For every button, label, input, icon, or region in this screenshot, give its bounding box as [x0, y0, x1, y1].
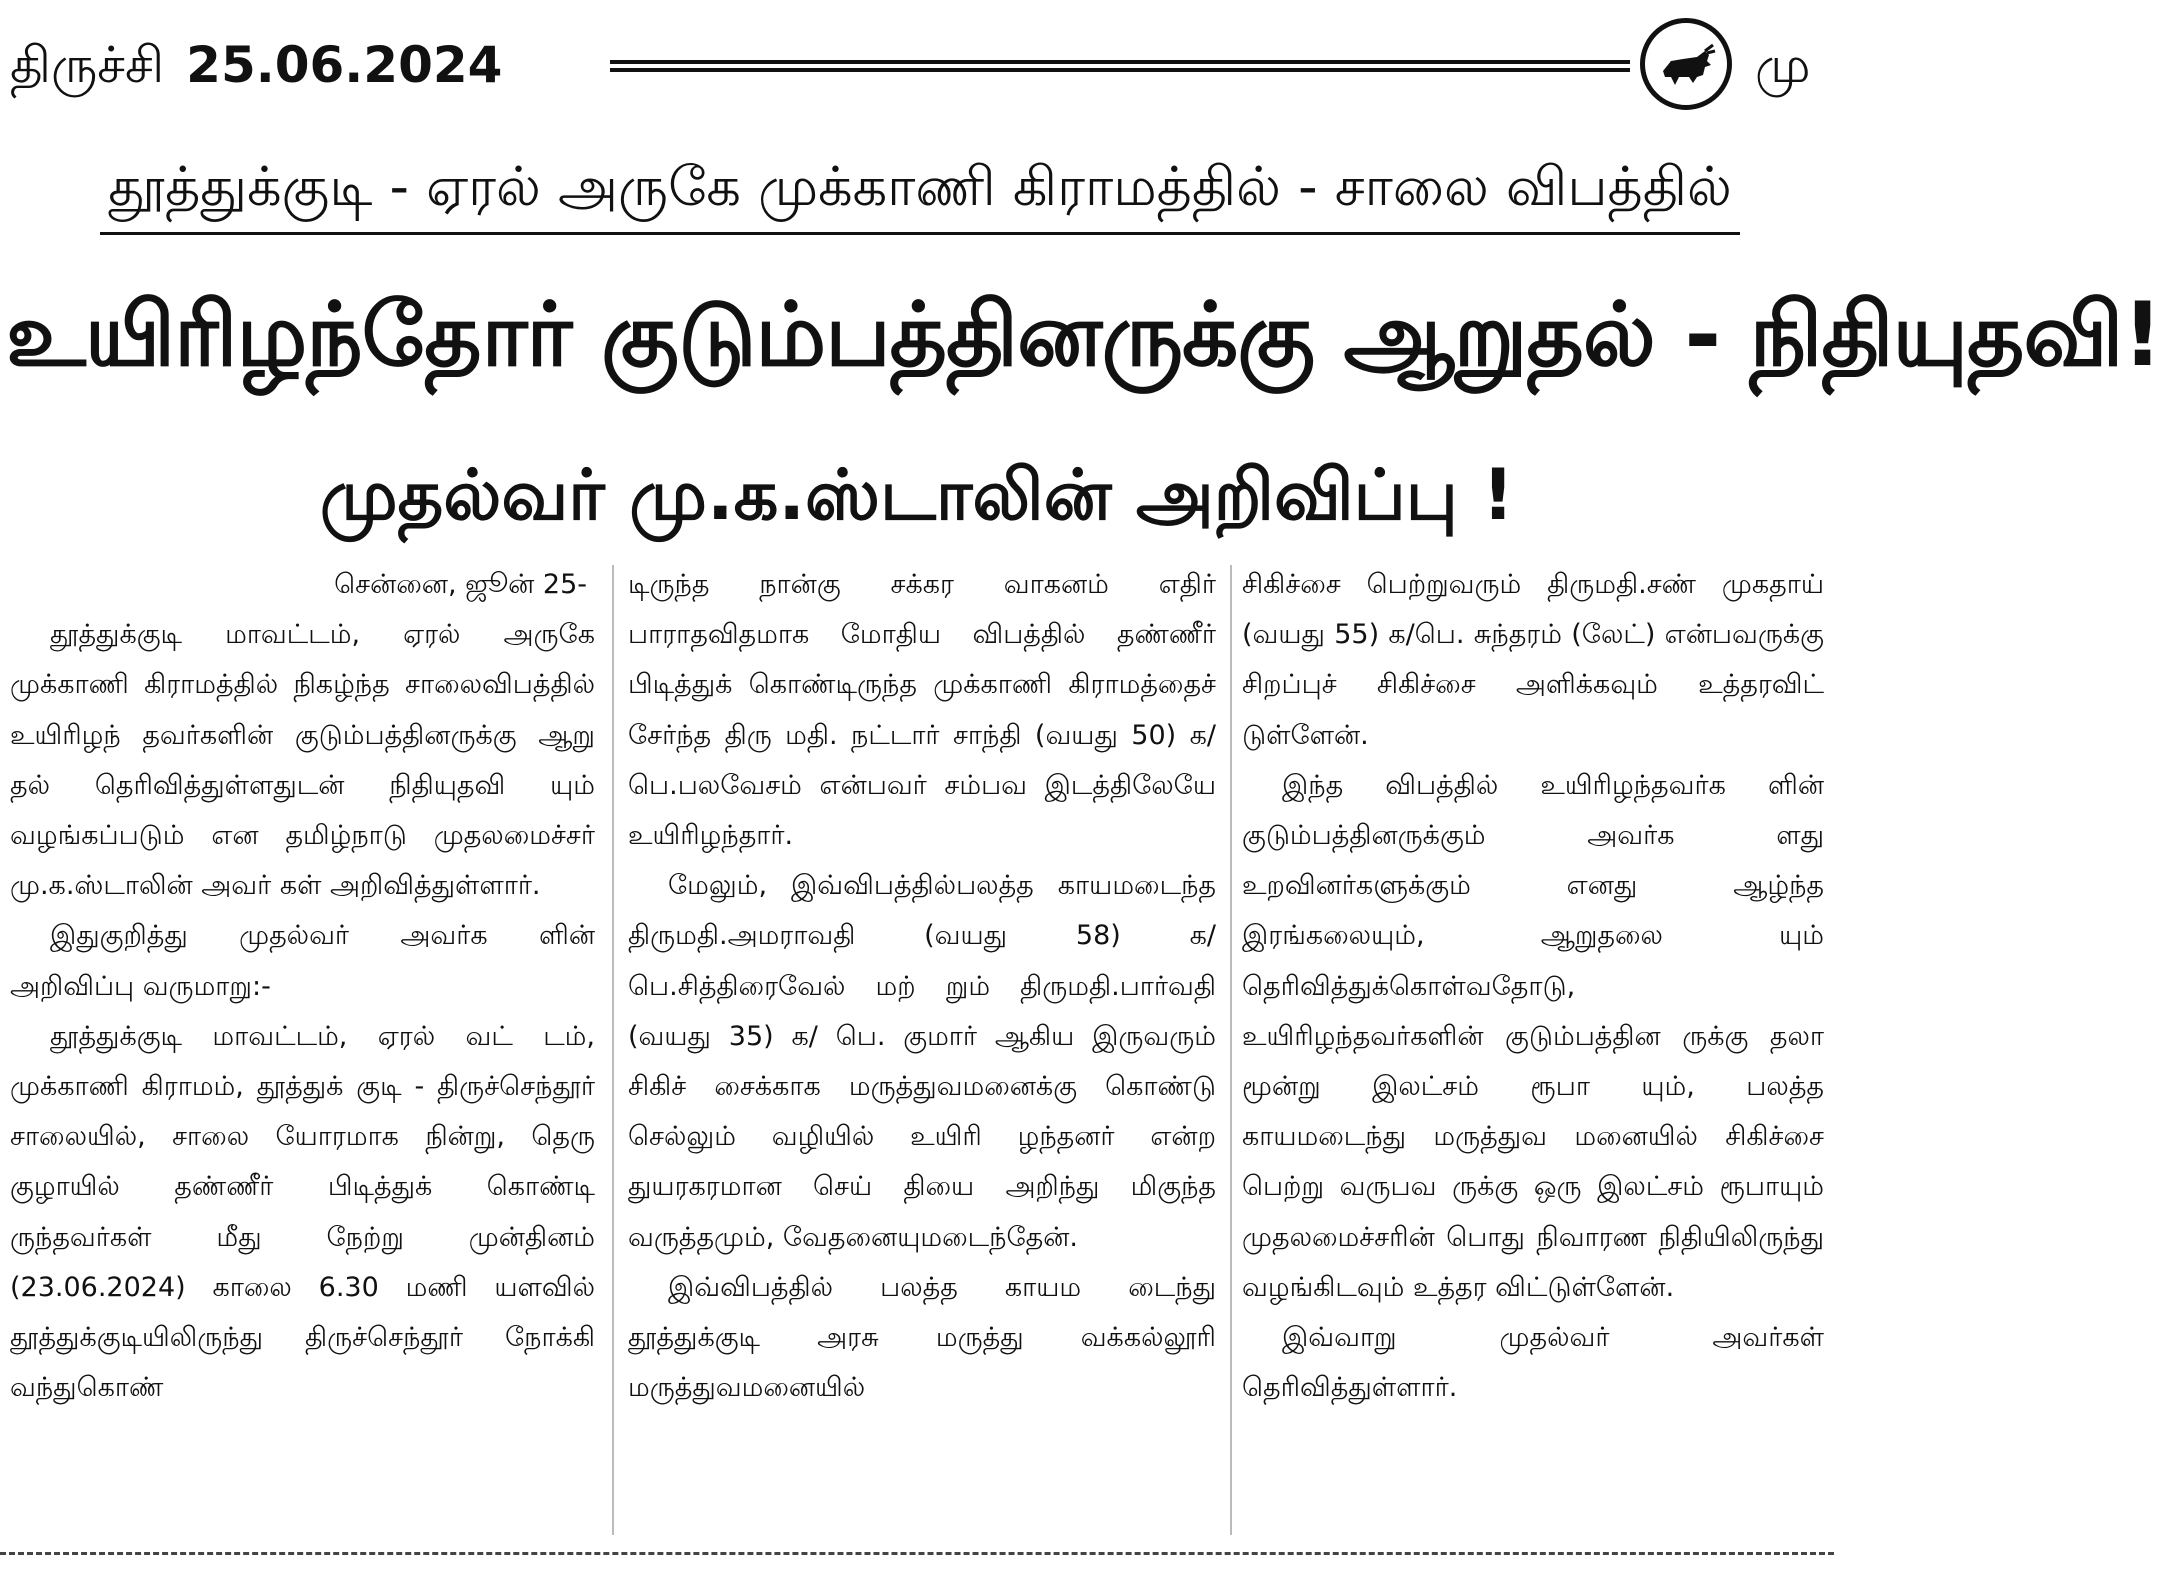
bull-logo-icon [1640, 18, 1732, 110]
kicker-underline [100, 232, 1740, 235]
column2-paragraph: மேலும், இவ்விபத்தில்பலத்த காயமடைந்த திருமதி.அமராவதி (வயது 58) க/பெ.சித்திரைவேல் மற் றும் திருமதி.பார்வதி (வயது 35) க/ பெ. குமார் ஆகிய இருவரும் சிகிச் சைக்காக மருத்துவமனைக்கு கொண்டு செல்லும் வழியில் உயிரி ழந்தனர் என்ற துயரகரமான செய் தியை அறிந்து மிகுந்த வருத்தமும், வேதனையுமடைந்தேன். [628, 870, 1216, 1253]
column3-paragraph: இவ்வாறு முதல்வர் அவர்கள் தெரிவித்துள்ளார். [1242, 1322, 1824, 1404]
article-headline: உயிரிழந்தோர் குடும்பத்தினருக்கு ஆறுதல் - நிதியுதவி! [6, 283, 2162, 386]
bull-logo-graphic [1653, 31, 1719, 97]
article-column-2 [628, 560, 1216, 1535]
column3-paragraph: இந்த விபத்தில் உயிரிழந்தவர்க ளின் குடும்பத்தினருக்கும் அவர்க ளது உறவினர்களுக்கும் எனது ஆழ்ந்த இரங்கலையும், ஆறுதலை யும் தெரிவித்துக்கொள்வதோடு, உயிரிழந்தவர்களின் குடும்பத்தின ருக்கு தலா மூன்று இலட்சம் ரூபா யும், பலத்த காயமடைந்து மருத்துவ மனையில் சிகிச்சை பெற்று வருபவ ருக்கு ஒரு இலட்சம் ரூபாயும் முதலமைச்சரின் பொது நிவாரண நிதியிலிருந்து வழங்கிடவும் உத்தர விட்டுள்ளேன். [1242, 769, 1824, 1303]
column-separator [1230, 565, 1232, 1535]
paper-name: மு [1755, 36, 1811, 94]
masthead-date: 25.06.2024 [186, 36, 503, 94]
masthead-double-rule [610, 60, 1630, 72]
article-subhead: முதல்வர் மு.க.ஸ்டாலின் அறிவிப்பு ! [319, 454, 1515, 536]
bottom-dashed-rule [0, 1552, 1834, 1555]
article-dateline: சென்னை, ஜூன் 25- [334, 569, 587, 600]
article-column-1 [10, 560, 595, 1535]
column3-paragraph: சிகிச்சை பெற்றுவரும் திருமதி.சண் முகதாய் (வயது 55) க/பெ. சுந்தரம் (லேட்) என்பவருக்கு சிறப்புச் சிகிச்சை அளிக்கவும் உத்தரவிட் டுள்ளேன். [1242, 569, 1824, 751]
column2-paragraph: டிருந்த நான்கு சக்கர வாகனம் எதிர் பாராதவிதமாக மோதிய விபத்தில் தண்ணீர் பிடித்துக் கொண்டிருந்த முக்காணி கிராமத்தைச் சேர்ந்த திரு மதி. நட்டார் சாந்தி (வயது 50) க/பெ.பலவேசம் என்பவர் சம்பவ இடத்திலேயே உயிரிழந்தார். [628, 569, 1216, 852]
column1-paragraph: தூத்துக்குடி மாவட்டம், ஏரல் வட் டம், முக்காணி கிராமம், தூத்துக் குடி - திருச்செந்தூர் சாலையில், சாலை யோரமாக நின்று, தெரு குழாயில் தண்ணீர் பிடித்துக் கொண்டி ருந்தவர்கள் மீது நேற்று முன்தினம் (23.06.2024) காலை 6.30 மணி யளவில் தூத்துக்குடியிலிருந்து திருச்செந்தூர் நோக்கி வந்துகொண் [10, 1020, 595, 1404]
column2-paragraph: இவ்விபத்தில் பலத்த காயம டைந்து தூத்துக்குடி அரசு மருத்து வக்கல்லூரி மருத்துவமனையில் [628, 1271, 1216, 1404]
article-body [10, 560, 1824, 1535]
column-separator [612, 565, 614, 1535]
masthead-city: திருச்சி [10, 36, 165, 94]
masthead-dateline [10, 30, 502, 100]
article-column-3 [1242, 560, 1824, 1535]
column1-paragraph: தூத்துக்குடி மாவட்டம், ஏரல் அருகே முக்காணி கிராமத்தில் நிகழ்ந்த சாலைவிபத்தில் உயிரிழந் தவர்களின் குடும்பத்தினருக்கு ஆறு தல் தெரிவித்துள்ளதுடன் நிதியுதவி யும் வழங்கப்படும் என தமிழ்நாடு முதலமைச்சர் மு.க.ஸ்டாலின் அவர் கள் அறிவித்துள்ளார். [10, 619, 595, 902]
article-kicker: தூத்துக்குடி - ஏரல் அருகே முக்காணி கிராமத்தில் - சாலை விபத்தில் [108, 155, 1732, 218]
masthead [0, 0, 1834, 130]
column1-paragraph: இதுகுறித்து முதல்வர் அவர்க ளின் அறிவிப்பு வருமாறு:- [10, 920, 595, 1002]
